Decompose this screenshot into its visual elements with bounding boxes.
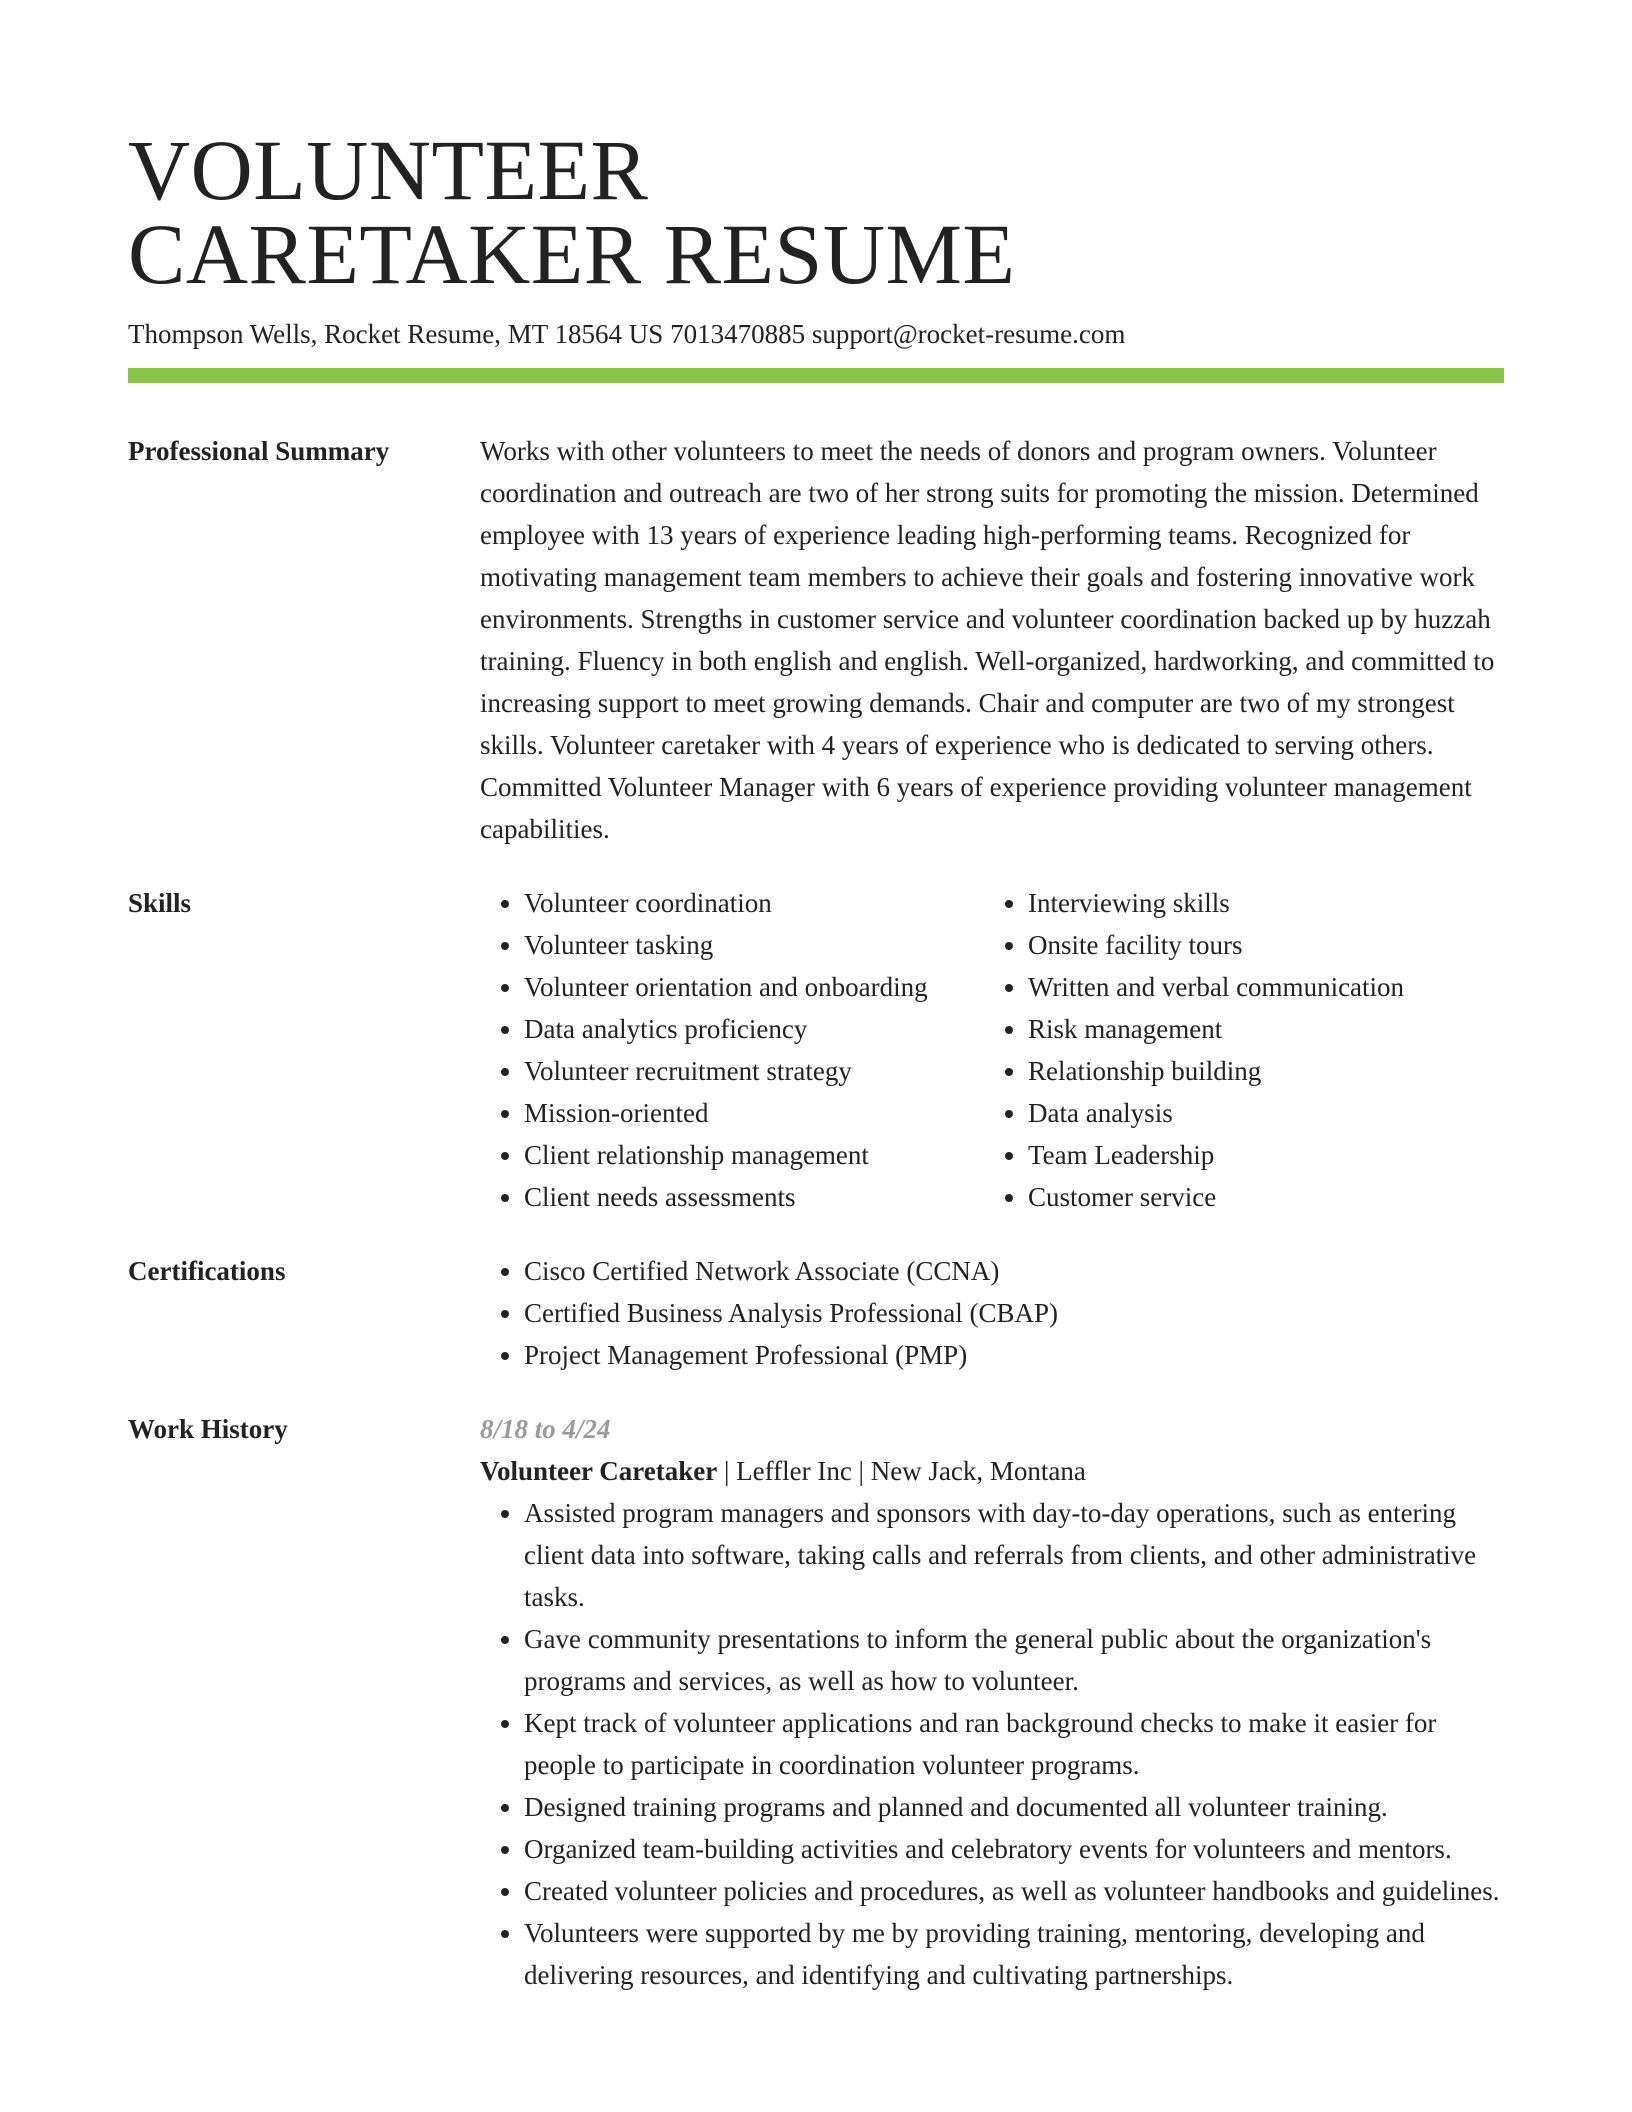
skill-item: • Volunteer orientation and onboarding [524, 966, 984, 1008]
job-employer-location: | Leffler Inc | New Jack, Montana [717, 1456, 1086, 1486]
job-duty-item: • Kept track of volunteer applications and ran background checks to make it easier for people to participate in coordination volunteer programs. [524, 1702, 1504, 1786]
section-heading-professional-summary: Professional Summary [128, 436, 390, 466]
job-duty-item: • Designed training programs and planned and documented all volunteer training. [524, 1786, 1504, 1828]
skill-item: • Risk management [1028, 1008, 1504, 1050]
certification-item: • Certified Business Analysis Professional (CBAP) [524, 1292, 1504, 1334]
job-dates: 8/18 to 4/24 [480, 1414, 611, 1444]
work-history-body [480, 1408, 1504, 1996]
skill-item: • Customer service [1028, 1176, 1504, 1218]
skill-item: • Volunteer coordination [524, 882, 984, 924]
resume-page [128, 122, 1504, 1996]
skill-item: • Data analysis [1028, 1092, 1504, 1134]
resume-title [128, 122, 1504, 302]
resume-title-line-2: CARETAKER RESUME [128, 206, 1016, 302]
section-heading-skills: Skills [128, 888, 192, 918]
accent-divider [128, 368, 1504, 383]
skill-item: • Data analytics proficiency [524, 1008, 984, 1050]
skill-item: • Onsite facility tours [1028, 924, 1504, 966]
skill-item: • Written and verbal communication [1028, 966, 1504, 1008]
professional-summary-text: Works with other volunteers to meet the needs of donors and program owners. Volunteer coordination and outreach are two of her strong suits for promoting the mission. Determined employee with 13 years of experience leading high-performing teams. Recognized for motivating management team members to achieve their goals and fostering innovative work environments. Strengths in customer service and volunteer coordination backed up by huzzah training. Fluency in both english and english. Well-organized, hardworking, and committed to increasing support to meet growing demands. Chair and computer are two of my strongest skills. Volunteer caretaker with 4 years of experience who is dedicated to serving others. Committed Volunteer Manager with 6 years of experience providing volunteer management capabilities. [480, 436, 1495, 844]
job-duty-item: • Organized team-building activities and celebratory events for volunteers and mentors. [524, 1828, 1504, 1870]
work-history-section [128, 1408, 1504, 1996]
skill-item: • Volunteer recruitment strategy [524, 1050, 984, 1092]
skills-list-left [480, 882, 984, 1218]
professional-summary-section [128, 430, 1504, 850]
skill-item: • Mission-oriented [524, 1092, 984, 1134]
skill-item: • Team Leadership [1028, 1134, 1504, 1176]
skills-section [128, 882, 1504, 1218]
certifications-section [128, 1250, 1504, 1376]
skills-list-right [984, 882, 1504, 1218]
job-duty-item: • Volunteers were supported by me by providing training, mentoring, developing and delivering resources, and identifying and cultivating partnerships. [524, 1912, 1504, 1996]
skill-item: • Relationship building [1028, 1050, 1504, 1092]
certification-item: • Project Management Professional (PMP) [524, 1334, 1504, 1376]
skill-item: • Client needs assessments [524, 1176, 984, 1218]
job-duties-list [480, 1492, 1504, 1996]
certification-item: • Cisco Certified Network Associate (CCNA) [524, 1250, 1504, 1292]
job-title: Volunteer Caretaker [480, 1456, 718, 1486]
job-duty-item: • Gave community presentations to inform the general public about the organization's programs and services, as well as how to volunteer. [524, 1618, 1504, 1702]
contact-info: Thompson Wells, Rocket Resume, MT 18564 US 7013470885 support@rocket-resume.com [128, 319, 1126, 349]
job-heading [480, 1450, 1504, 1492]
resume-title-line-1: VOLUNTEER [128, 122, 649, 218]
job-duty-item: • Assisted program managers and sponsors with day-to-day operations, such as entering client data into software, taking calls and referrals from clients, and other administrative tasks. [524, 1492, 1504, 1618]
certifications-list [480, 1250, 1504, 1376]
skill-item: • Volunteer tasking [524, 924, 984, 966]
certifications-body [480, 1250, 1504, 1376]
job-duty-item: • Created volunteer policies and procedures, as well as volunteer handbooks and guidelines. [524, 1870, 1504, 1912]
section-heading-work-history: Work History [128, 1414, 288, 1444]
section-heading-certifications: Certifications [128, 1256, 286, 1286]
skill-item: • Client relationship management [524, 1134, 984, 1176]
skill-item: • Interviewing skills [1028, 882, 1504, 924]
skills-columns [480, 882, 1504, 1218]
